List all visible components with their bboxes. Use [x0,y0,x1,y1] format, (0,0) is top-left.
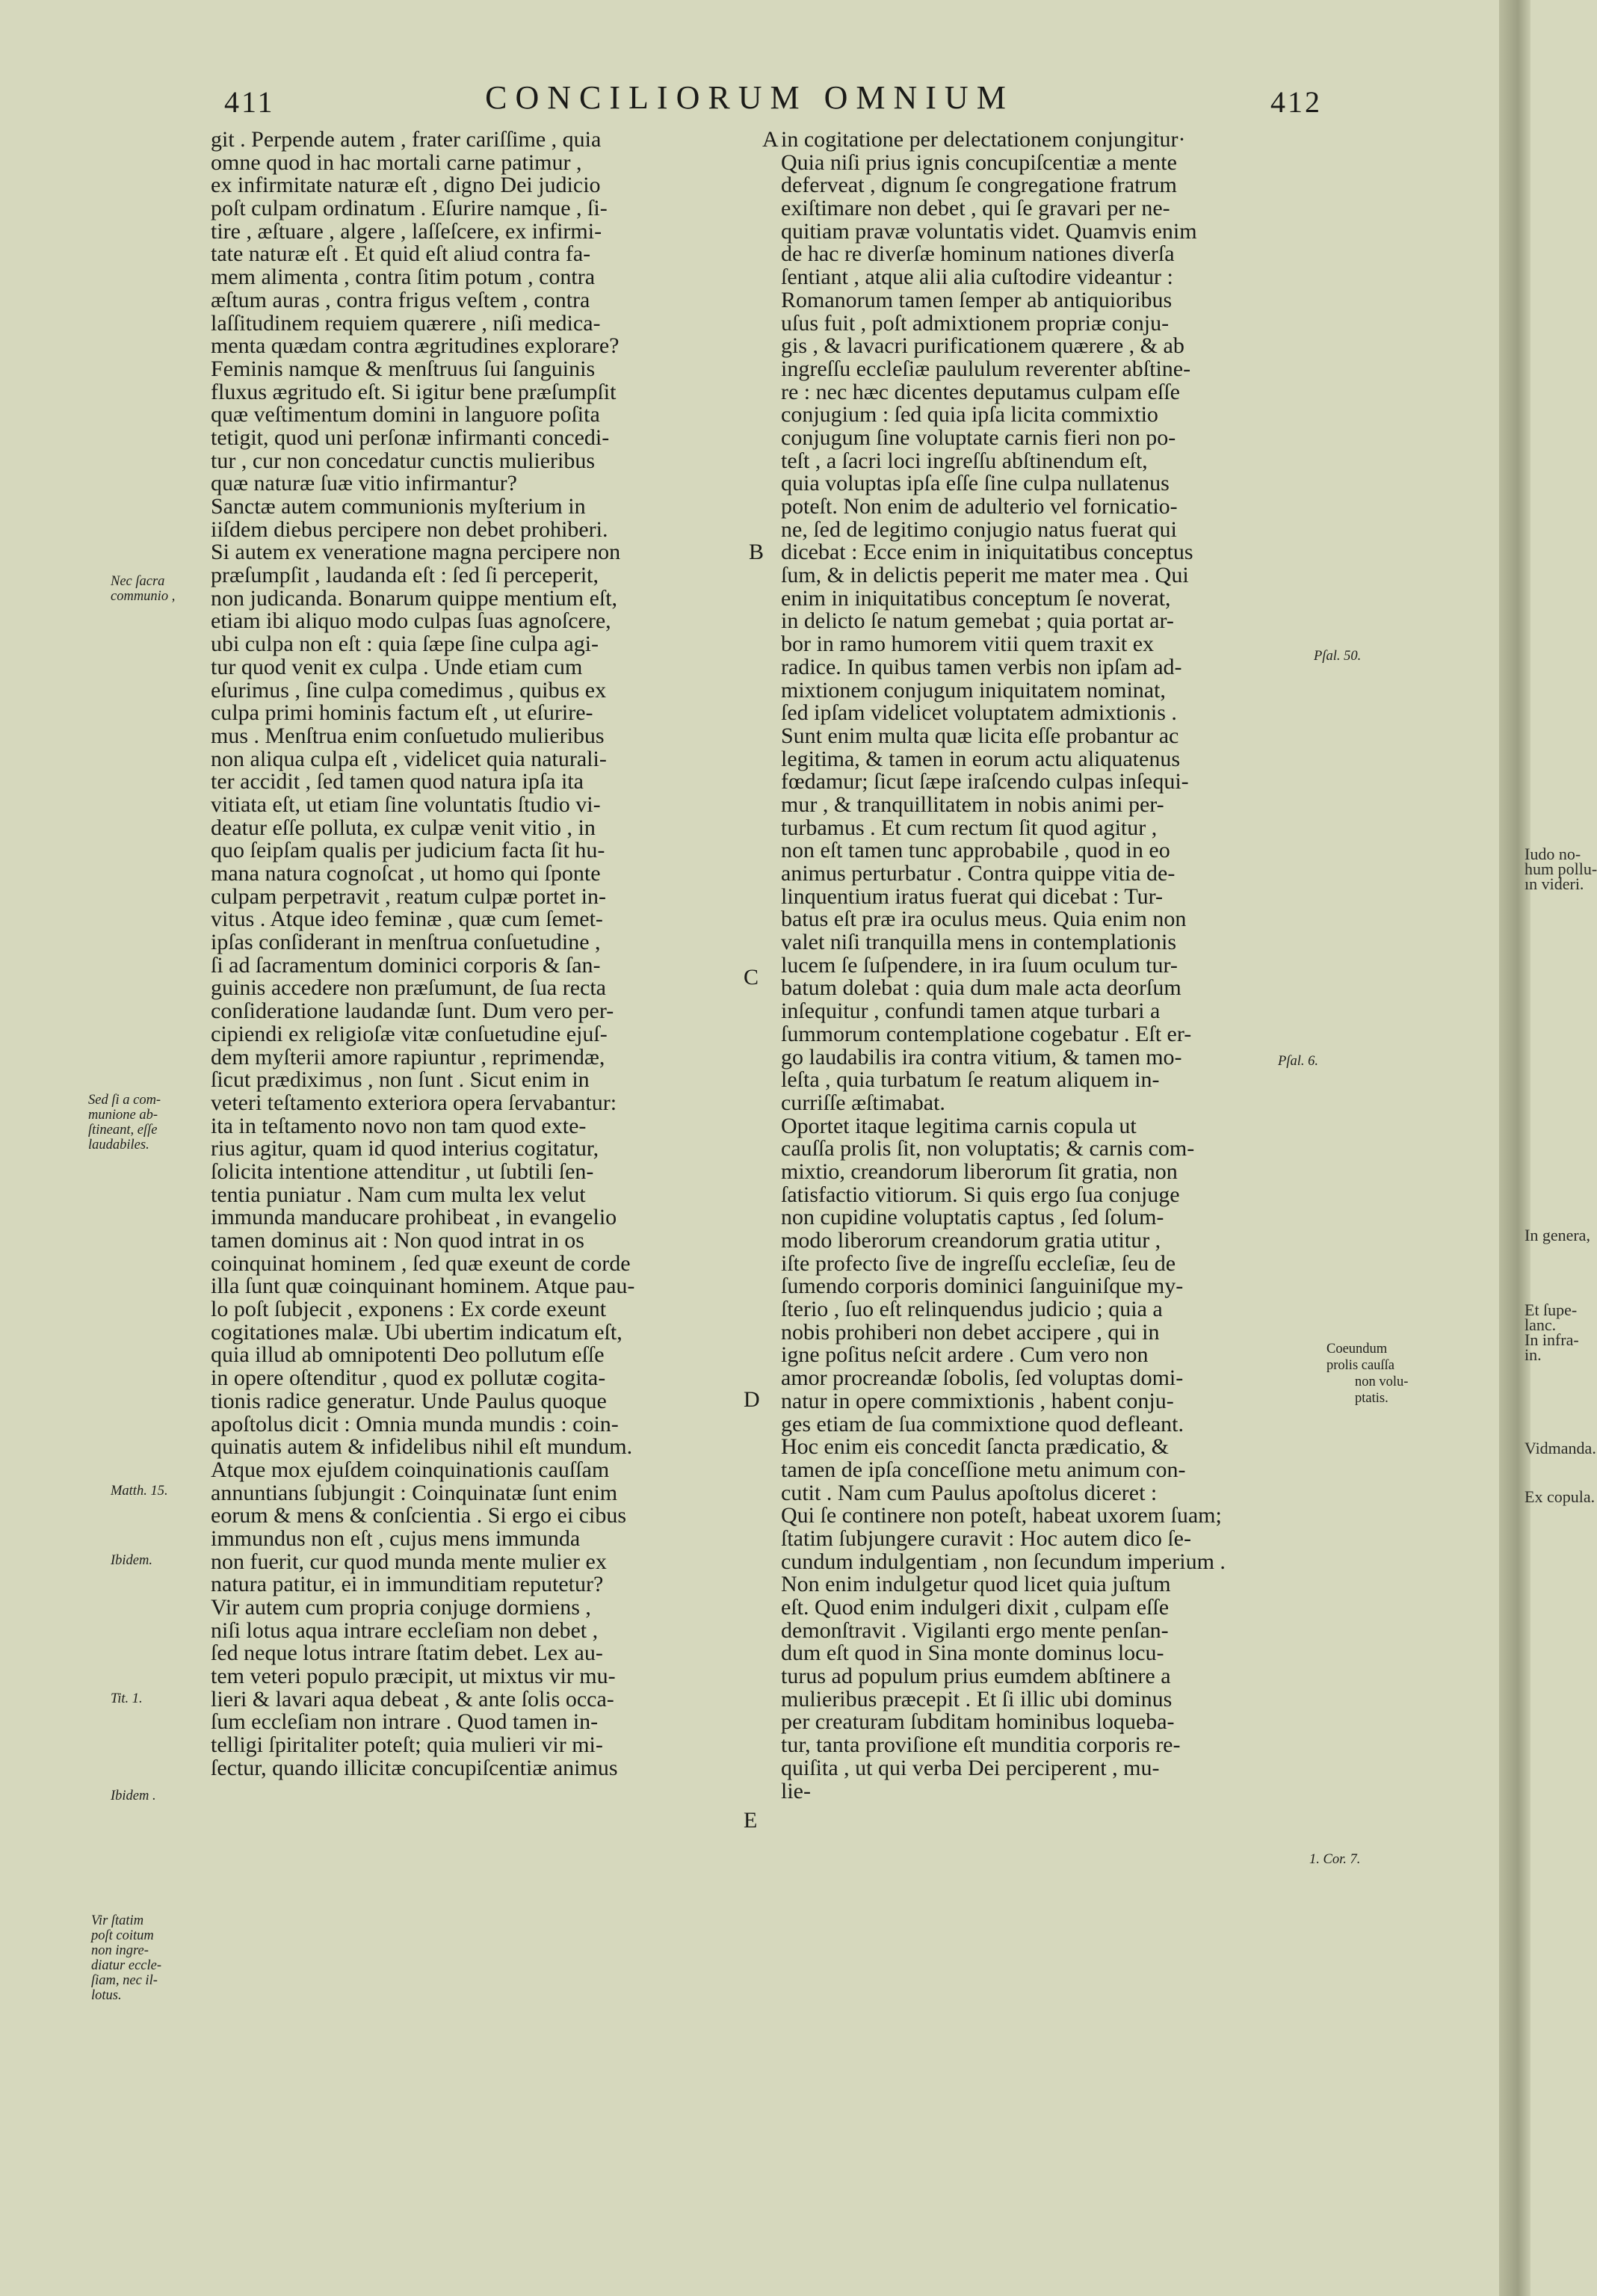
text-line: dum eſt quod in Sina monte dominus locu- [781,1641,1164,1666]
text-line: quæ naturæ ſuæ vitio infirmantur? [211,471,517,496]
text-line: batum dolebat : quia dum male acta deorſum [781,975,1181,1001]
text-line: nobis prohiberi non debet accipere , qui in [781,1319,1160,1345]
text-line: mur , & tranquillitatem in nobis animi per- [781,791,1164,817]
text-line: ingreſſu eccleſiæ paululum reverenter abſtine- [781,356,1191,381]
text-line: leſta , quia turbatum ſe reatum aliquem in- [781,1067,1160,1093]
text-line: ſectur, quando illicitæ concupiſcentiæ animus [211,1755,618,1780]
text-line: omne quod in hac mortali carne patimur , [211,149,582,175]
text-line: tire , æſtuare , algere , laſſeſcere, ex infirmi- [211,218,602,244]
left-text-column [211,129,760,1780]
text-line: Non enim indulgetur quod licet quia juſtum [781,1572,1171,1597]
text-line: lo poſt ſubjecit , exponens : Ex corde exeunt [211,1297,607,1322]
margin-note-line: prolis cauſſa [1326,1358,1394,1373]
margin-note-line: diatur eccle- [91,1958,161,1973]
text-line: git . Perpende autem , frater cariſſime , quia [211,127,602,152]
text-line: cundum indulgentiam , non ſecundum imperium . [781,1549,1226,1574]
gutter-fragment: Et ſupe- [1525,1300,1578,1319]
text-line: Si autem ex veneratione magna percipere non [211,540,621,565]
text-line: quia voluptas ipſa eſſe ſine culpa nullatenus [781,471,1170,496]
text-line: dicebat : Ecce enim in iniquitatibus conceptus [781,540,1193,565]
text-line: uſus fuit , poſt admixtionem propriæ conju- [781,310,1170,336]
text-line: ſolicita intentione attenditur , ut ſubtili ſen- [211,1158,594,1184]
text-line: Quia niſi prius ignis concupiſcentiæ a mente [781,149,1177,175]
margin-note-line: ptatis. [1355,1391,1389,1406]
text-line: legitima, & tamen in eorum actu aliquatenus [781,746,1181,771]
text-line: quo ſeipſam qualis per judicium facta ſit hu- [211,838,605,863]
text-line: cipiendi ex religioſæ vitæ conſuetudine ejuſ- [211,1021,608,1046]
text-line: Sanctæ autem communionis myſterium in [211,494,586,519]
text-line: Vir autem cum propria conjuge dormiens , [211,1595,591,1620]
text-line: poſt culpam ordinatum . Eſurire namque , ſi- [211,196,608,221]
text-line: bor in ramo humorem vitii quem traxit ex [781,632,1155,657]
text-line: quinatis autem & infidelibus nihil eſt mundum. [211,1434,633,1460]
text-line: quitiam pravæ voluntatis videt. Quamvis enim [781,218,1197,244]
text-line: turus ad populum prius eumdem abſtinere a [781,1664,1171,1689]
text-line: immunda manducare prohibeat , in evangelio [211,1205,617,1230]
margin-note-line: Coeundum [1326,1342,1388,1357]
text-line: amor procreandæ ſobolis, ſed voluptas domi- [781,1365,1184,1391]
text-line: ſatisfactio vitiorum. Si quis ergo ſua conjuge [781,1182,1180,1207]
text-line: tate naturæ eſt . Et quid eſt aliud contra fa- [211,241,591,267]
page-header [0,78,1499,123]
text-line: lieri & lavari aqua debeat , & ante ſolis occa- [211,1686,614,1712]
page-number-left: 411 [224,85,275,119]
margin-note-cor-7 [1309,1852,1360,1867]
text-line: enim in iniquitatibus conceptum ſe noverat, [781,585,1171,611]
margin-note-line: Sed ſi a com- [88,1093,161,1108]
text-line: in opere oſtenditur , quod ex pollutæ cogita- [211,1365,606,1391]
text-line: dem myſterii amore rapiuntur , reprimendæ, [211,1044,605,1070]
margin-note-psal-6 [1278,1054,1318,1069]
text-line: tur quod venit ex culpa . Unde etiam cum [211,654,583,679]
text-line: re : nec hæc dicentes deputamus culpam eſſe [781,379,1180,404]
text-line: Atque mox ejuſdem coinquinationis cauſſam [211,1457,610,1482]
gutter-fragment: Ex copula. [1525,1487,1596,1506]
margin-note-line: laudabiles. [88,1138,149,1152]
gutter-fragment: ın videri. [1525,874,1584,893]
margin-note-tit [111,1691,143,1706]
text-line: ubi culpa non eſt : quia ſæpe ſine culpa agi- [211,632,599,657]
margin-note-line: Pſal. 6. [1278,1054,1318,1069]
margin-note-sed-si [88,1093,161,1152]
text-line: ter accidit , ſed tamen quod natura ipſa ita [211,769,584,794]
text-line: non cupidine voluptatis captus , ſed ſolum- [781,1205,1164,1230]
text-line: cauſſa prolis ſit, non voluptatis; & carnis com- [781,1136,1195,1161]
text-line: deatur eſſe polluta, ex culpæ venit vitio , in [211,815,596,840]
margin-note-line: communio , [111,589,176,604]
text-line: menta quædam contra ægritudines explorare? [211,333,620,359]
text-line: natur in opere commixtionis , habent conju- [781,1388,1174,1413]
text-line: quiſita , ut qui verba Dei perciperent , mu- [781,1755,1160,1780]
gutter-fragment: In genera, [1525,1226,1590,1244]
gutter-fragment: Iudo no- [1525,845,1581,863]
text-line: ſum eccleſiam non intrare . Quod tamen in- [211,1709,599,1735]
text-line: tentia puniatur . Nam cum multa lex velut [211,1182,586,1207]
text-line: apoſtolus dicit : Omnia munda mundis : coin- [211,1411,619,1436]
text-line: coinquinat hominem , ſed quæ exeunt de corde [211,1250,631,1276]
text-line: æſtum auras , contra frigus veſtem , contra [211,287,590,312]
text-line: ex infirmitate naturæ eſt , digno Dei judicio [211,173,601,198]
text-line: ne, ſed de legitimo conjugio natus fuerat qui [781,516,1177,542]
text-line: linquentium iratus fuerat qui dicebat : Tur- [781,883,1163,909]
text-line: tetigit, quod uni perſonæ infirmanti concedi- [211,425,610,450]
text-line: animus perturbatur . Contra quippe vitia de- [781,861,1176,886]
section-letter-e: E [744,1808,758,1833]
margin-note-line: Ibidem . [111,1789,156,1803]
text-line: vitus . Atque ideo feminæ , quæ cum ſemet- [211,907,603,932]
text-line: modo liberorum creandorum gratia utitur , [781,1228,1161,1253]
text-line: ſed ipſam videlicet voluptatem admixtionis . [781,700,1177,726]
text-line: non eſt tamen tunc approbabile , quod in eo [781,838,1170,863]
margin-note-matth [111,1484,168,1499]
text-line: Romanorum tamen ſemper ab antiquioribus [781,287,1173,312]
text-line: quæ veſtimentum domini in languore poſita [211,402,600,428]
text-line: deferveat , dignum ſe congregatione fratrum [781,173,1177,198]
text-line: demonſtravit . Vigilanti ergo mente penſan- [781,1617,1169,1643]
text-line: fœdamur; ſicut ſæpe iraſcendo culpas inſequi- [781,769,1189,794]
text-line: fluxus ægritudo eſt. Si igitur bene præſumpſit [211,379,617,404]
text-line: eorum & mens & conſcientia . Si ergo ei cibus [211,1503,626,1528]
text-line: ſum, & in delictis peperit me mater mea . Qui [781,563,1189,588]
margin-note-nec-sacra [111,574,175,604]
text-line: cogitationes malæ. Ubi ubertim indicatum eſt, [211,1319,623,1345]
text-line: exiſtimare non debet , qui ſe gravari per ne- [781,196,1170,221]
text-line: Sunt enim multa quæ licita eſſe probantur ac [781,723,1179,748]
text-line: non aliqua culpa eſt , videlicet quia naturali- [211,746,607,771]
text-line: inſequitur , confundi tamen atque turbari a [781,999,1161,1024]
gutter-fragment: Vidmanda. [1525,1439,1596,1457]
text-line: curriſſe æſtimabat. [781,1090,945,1115]
text-line: tionis radice generatur. Unde Paulus quoque [211,1388,607,1413]
margin-note-line: ſiam, nec il- [91,1973,158,1988]
text-line: mana natura cognoſcat , ut homo qui ſponte [211,861,601,886]
text-line: per creaturam ſubditam hominibus loqueba- [781,1709,1175,1735]
text-line: ſicut prædiximus , non ſunt . Sicut enim in [211,1067,590,1093]
text-line: culpam perpetravit , reatum culpæ portet in- [211,883,606,909]
page-number-right: 412 [1270,85,1322,119]
text-line: tamen dominus ait : Non quod intrat in os [211,1228,584,1253]
text-line: veteri teſtamento exteriora opera ſervabantur: [211,1090,617,1115]
text-line: ſed neque lotus intrare ſtatim debet. Lex au- [211,1641,603,1666]
text-line: turbamus . Et cum rectum ſit quod agitur , [781,815,1158,840]
text-line: ſterio , ſuo eſt relinquendus judicio ; quia a [781,1297,1163,1322]
margin-note-line: non ingre- [91,1943,149,1958]
text-line: conſideratione laudandæ ſunt. Dum vero per- [211,999,614,1024]
text-line: eſurimus , ſine culpa comedimus , quibus ex [211,677,607,703]
section-letter-d: D [744,1387,760,1412]
text-line: ipſas conſiderant in menſtrua conſuetudine , [211,930,601,955]
margin-note-line: Nec ſacra [111,574,165,589]
text-line: laſſitudinem requiem quærere , niſi medica- [211,310,601,336]
margin-note-vir-statim [91,1913,161,2003]
text-line: mixtionem conjugum iniquitatem nominat, [781,677,1166,703]
text-line: annuntians ſubjungit : Coinquinatæ ſunt enim [211,1480,618,1505]
text-line: tur, tanta proviſione eſt munditia corporis re- [781,1732,1181,1758]
text-line: conjugum ſine voluptate carnis fieri non po- [781,425,1176,450]
text-line: Hoc enim eis concedit ſancta prædicatio, & [781,1434,1169,1460]
text-line: rius agitur, quam id quod interius cogitatur, [211,1136,599,1161]
text-line: telligi ſpiritaliter poteſt; quia mulieri vir mi- [211,1732,603,1758]
text-line: in delicto ſe natum gemebat ; quia portat ar- [781,608,1174,634]
margin-note-line: lotus. [91,1988,122,2003]
text-line: non fuerit, cur quod munda mente mulier ex [211,1549,607,1574]
text-line: ſtatim ſubjungere curavit : Hoc autem dico ſe- [781,1525,1191,1551]
section-letter-c: C [744,965,759,990]
right-text-column [781,129,1319,1803]
text-line: Oportet itaque legitima carnis copula ut [781,1113,1137,1138]
margin-note-line: non volu- [1355,1374,1409,1389]
gutter-fragment: In infra- [1525,1330,1579,1349]
margin-note-line: 1. Cor. 7. [1309,1852,1361,1867]
text-line: natura patitur, ei in immunditiam reputetur? [211,1572,604,1597]
margin-note-ibidem-2 [111,1789,156,1803]
text-line: radice. In quibus tamen verbis non ipſam ad- [781,654,1182,679]
margin-note-line: Matth. 15. [111,1484,168,1499]
gutter-fragment: in. [1525,1345,1542,1364]
text-line: teſt , a ſacri loci ingreſſu abſtinendum eſt, [781,448,1148,473]
section-letter-b: B [749,540,764,564]
text-line: tamen de ipſa conceſſione metu animum con- [781,1457,1186,1482]
text-line: ſentiant , atque alii alia cuſtodire videantur : [781,265,1173,290]
text-line: mem alimenta , contra ſitim potum , contra [211,265,596,290]
text-line: lie- [781,1778,811,1803]
text-line: vitiata eſt, ut etiam ſine voluntatis ſtudio vi- [211,791,601,817]
margin-note-line: poſt coitum [91,1928,154,1943]
text-line: guinis accedere non præſumunt, de ſua recta [211,975,606,1001]
text-line: ſummorum contemplatione cogebatur . Eſt er- [781,1021,1192,1046]
text-line: batus eſt præ ira oculus meus. Quia enim non [781,907,1187,932]
text-line: illa ſunt quæ coinquinant hominem. Atque pau- [211,1274,635,1299]
text-line: poteſt. Non enim de adulterio vel fornicatio- [781,494,1178,519]
margin-note-line: Pſal. 50. [1314,649,1362,664]
text-line: go laudabilis ira contra vitium, & tamen mo- [781,1044,1182,1070]
gutter-fragment: hum pollu- [1525,860,1597,878]
text-line: Feminis namque & menſtruus ſui ſanguinis [211,356,596,381]
text-line: culpa primi hominis factum eſt , ut eſurire- [211,700,593,726]
text-line: lucem ſe ſuſpendere, in ira ſuum oculum tur- [781,952,1178,978]
text-line: etiam ibi aliquo modo culpas ſuas agnoſcere, [211,608,611,634]
margin-note-line: Ibidem. [111,1553,152,1568]
text-line: ſumendo corporis dominici ſanguiniſque my- [781,1274,1184,1299]
section-letter-a: A [762,127,779,152]
text-line: cutit . Nam cum Paulus apoſtolus diceret : [781,1480,1158,1505]
text-line: quia illud ab omnipotenti Deo pollutum eſſe [211,1342,605,1368]
text-line: gis , & lavacri purificationem quærere , & ab [781,333,1184,359]
gutter-fragment: lanc. [1525,1315,1557,1334]
text-line: tur , cur non concedatur cunctis mulieribus [211,448,596,473]
margin-note-line: ſtineant, eſſe [88,1123,158,1138]
running-title: CONCILIORUM OMNIUM [485,79,1014,116]
text-line: niſi lotus aqua intrare eccleſiam non debet , [211,1617,599,1643]
text-line: igne poſitus neſcit ardere . Cum vero non [781,1342,1149,1368]
margin-note-line: munione ab- [88,1108,158,1123]
margin-note-ibidem [111,1553,152,1568]
text-line: non judicanda. Bonarum quippe mentium eſt, [211,585,618,611]
binding-gutter [1499,0,1530,2296]
text-line: immundus non eſt , cujus mens immunda [211,1525,581,1551]
text-line: conjugium : ſed quia ipſa licita commixtio [781,402,1158,428]
text-line: præſumpſit , laudanda eſt : ſed ſi perceperit, [211,563,599,588]
text-line: mus . Menſtrua enim conſuetudo mulieribus [211,723,605,748]
text-line: ita in teſtamento novo non tam quod exte- [211,1113,587,1138]
text-line: iſte profecto ſive de ingreſſu eccleſiæ, ſeu de [781,1250,1176,1276]
text-line: de hac re diverſæ hominum nationes diverſa [781,241,1175,267]
text-line: in cogitatione per delectationem conjungitur· [781,127,1186,152]
margin-note-psal-50 [1314,649,1361,664]
text-line: mixtio, creandorum liberorum ſit gratia, non [781,1158,1178,1184]
margin-note-line: Tit. 1. [111,1691,143,1706]
margin-note-coeundum [1326,1342,1408,1407]
text-line: valet niſi tranquilla mens in contemplationis [781,930,1177,955]
text-line: ges etiam de ſua commixtione quod defleant. [781,1411,1184,1436]
text-line: eſt. Quod enim indulgeri dixit , culpam eſſe [781,1595,1170,1620]
text-line: ſi ad ſacramentum dominici corporis & ſan- [211,952,601,978]
text-line: mulieribus præcepit . Et ſi illic ubi dominus [781,1686,1173,1712]
margin-note-line: Vir ſtatim [91,1913,144,1928]
text-line: iiſdem diebus percipere non debet prohiberi. [211,516,608,542]
text-line: Qui ſe continere non poteſt, habeat uxorem ſuam; [781,1503,1222,1528]
text-line: tem veteri populo præcipit, ut mixtus vir mu- [211,1664,616,1689]
